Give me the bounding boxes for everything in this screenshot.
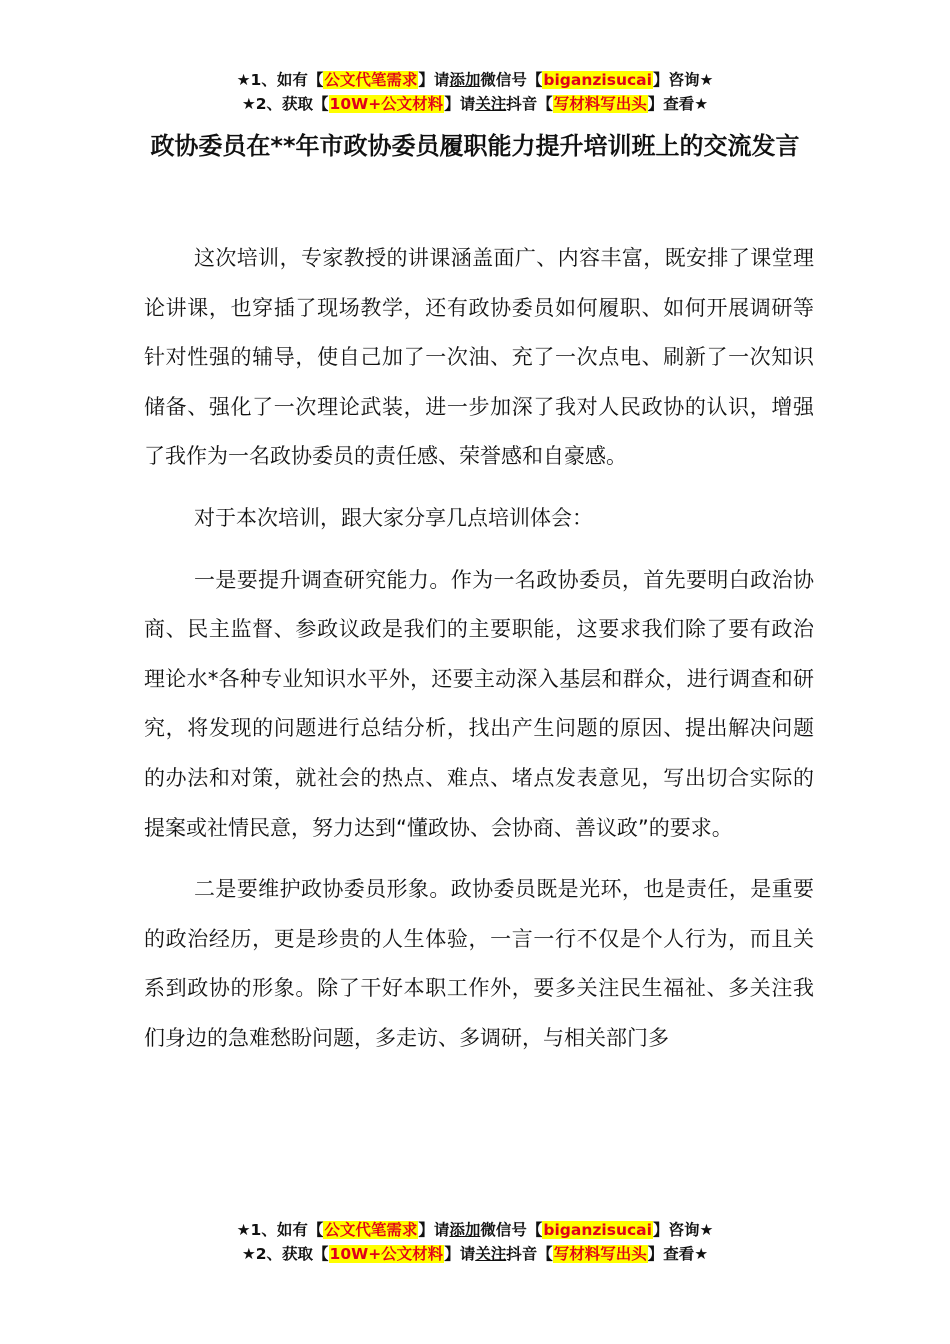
body-paragraph: 二是要维护政协委员形象。政协委员既是光环，也是责任，是重要的政治经历，更是珍贵的人生体验，一言一行不仅是个人行为，而且关系到政协的形象。除了干好本职工作外，要多关注民生福祉、多关注我们身边的急难愁盼问题，多走访、多调研，与相关部门多 xyxy=(144,877,814,1050)
douyin-account-tag: 写材料写出头 xyxy=(553,1245,647,1263)
highlight-tag: 10W+公文材料 xyxy=(329,95,444,113)
highlight-tag: 公文代笔需求 xyxy=(324,71,418,89)
emphasis-text: 关注 xyxy=(475,95,507,113)
wechat-id-tag: biganzisucai xyxy=(543,71,652,89)
banner-text: 】请 xyxy=(418,71,450,89)
footer-banner xyxy=(0,1218,950,1266)
banner-text: 微信号【 xyxy=(480,71,543,89)
banner-text: 】请 xyxy=(418,1221,450,1239)
banner-text: ★1、如有【 xyxy=(236,1221,324,1239)
body-paragraph: 一是要提升调查研究能力。作为一名政协委员，首先要明白政治协商、民主监督、参政议政是我们的主要职能，这要求我们除了要有政治理论水*各种专业知识水平外，还要主动深入基层和群众，进行调查和研究，将发现的问题进行总结分析，找出产生问题的原因、提出解决问题的办法和对策，就社会的热点、难点、堵点发表意见，写出切合实际的提案或社情民意，努力达到“懂政协、会协商、善议政”的要求。 xyxy=(144,567,814,840)
banner-text: 】查看★ xyxy=(647,95,709,113)
highlight-tag: 公文代笔需求 xyxy=(324,1221,418,1239)
banner-text: ★2、获取【 xyxy=(241,1245,329,1263)
document-body xyxy=(144,234,814,1076)
banner-text: 】请 xyxy=(444,1245,476,1263)
banner-text: 微信号【 xyxy=(480,1221,543,1239)
banner-text: 抖音【 xyxy=(506,1245,553,1263)
wechat-id-tag: biganzisucai xyxy=(543,1221,652,1239)
emphasis-text: 添加 xyxy=(449,71,481,89)
banner-text: 抖音【 xyxy=(506,95,553,113)
header-banner-line-2 xyxy=(0,92,950,116)
footer-banner-line-1 xyxy=(0,1218,950,1242)
emphasis-text: 关注 xyxy=(475,1245,507,1263)
banner-text: ★2、获取【 xyxy=(241,95,329,113)
banner-text: 】咨询★ xyxy=(652,71,714,89)
banner-text: 】查看★ xyxy=(647,1245,709,1263)
header-banner-line-1 xyxy=(0,68,950,92)
header-banner xyxy=(0,68,950,116)
body-paragraph: 对于本次培训，跟大家分享几点培训体会： xyxy=(194,505,593,530)
emphasis-text: 添加 xyxy=(449,1221,481,1239)
banner-text: 】请 xyxy=(444,95,476,113)
douyin-account-tag: 写材料写出头 xyxy=(553,95,647,113)
banner-text: 】咨询★ xyxy=(652,1221,714,1239)
highlight-tag: 10W+公文材料 xyxy=(329,1245,444,1263)
footer-banner-line-2 xyxy=(0,1242,950,1266)
document-title: 政协委员在**年市政协委员履职能力提升培训班上的交流发言 xyxy=(150,132,800,160)
banner-text: ★1、如有【 xyxy=(236,71,324,89)
body-paragraph: 这次培训，专家教授的讲课涵盖面广、内容丰富，既安排了课堂理论讲课，也穿插了现场教学，还有政协委员如何履职、如何开展调研等针对性强的辅导，使自己加了一次油、充了一次点电、刷新了一次知识储备、强化了一次理论武装，进一步加深了我对人民政协的认识，增强了我作为一名政协委员的责任感、荣誉感和自豪感。 xyxy=(144,246,814,469)
